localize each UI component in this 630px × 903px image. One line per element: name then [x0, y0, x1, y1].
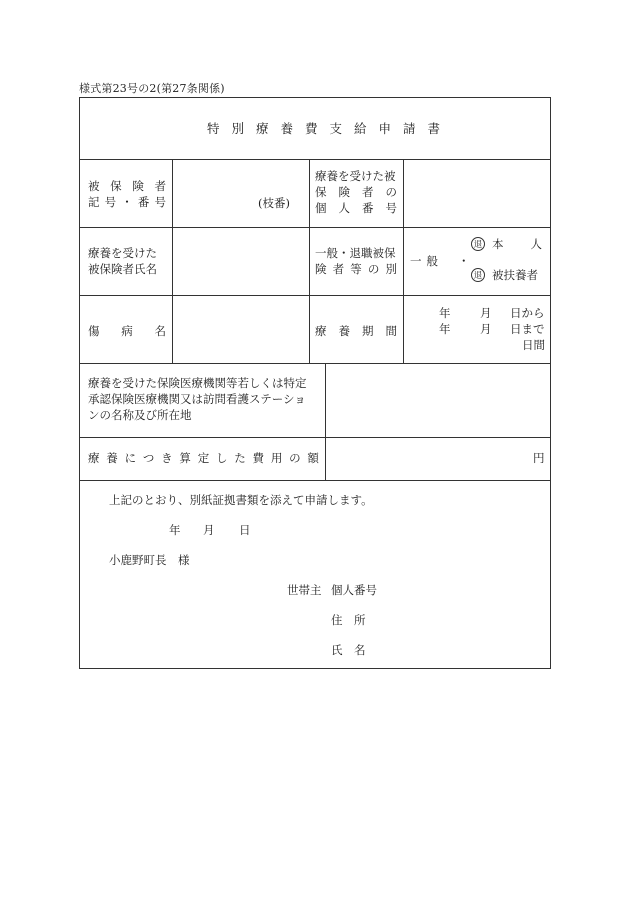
category-label-line1: 一般・退職被保	[315, 246, 396, 260]
amount-label: 療 養 に つ き 算 定 し た 費 用 の 額	[88, 451, 319, 465]
addressee: 小鹿野町長 様	[109, 553, 190, 567]
form-title: 特別療養費支給申請書	[207, 121, 453, 136]
period-days: 日間	[522, 338, 545, 352]
insured-number-label-line1: 被 保 険 者	[88, 179, 166, 193]
facility-label-line2: 承認保険医療機関又は訪問看護ステーショ	[88, 392, 306, 406]
yen-label: 円	[533, 451, 545, 465]
injury-name-label: 傷 病 名	[88, 324, 166, 338]
form-number-label: 様式第23号の2(第27条関係)	[79, 82, 225, 95]
personal-number-label: 個人番号	[331, 583, 377, 597]
row-divider	[80, 295, 550, 296]
date-month: 月	[203, 523, 215, 537]
period-to-month: 月	[480, 322, 492, 336]
retired-mark-icon: 退	[471, 268, 485, 282]
option-separator: ・	[458, 254, 470, 268]
general-option: 一 般	[410, 254, 438, 268]
row-divider	[80, 480, 550, 481]
period-to-day: 日まで	[510, 322, 545, 336]
application-form-table	[79, 97, 551, 669]
row-divider	[80, 227, 550, 228]
facility-label-line1: 療養を受けた保険医療機関等若しくは特定	[88, 376, 307, 390]
patient-name-label-line1: 療養を受けた	[88, 246, 157, 260]
self-option: 本 人	[492, 237, 542, 251]
date-year: 年	[169, 523, 181, 537]
row-divider	[80, 363, 550, 364]
insured-number-label-line2: 記 号 ・ 番 号	[88, 195, 166, 209]
row-divider	[80, 159, 550, 160]
recipient-number-label-line2: 保 険 者 の	[315, 185, 397, 199]
facility-label-line3: ンの名称及び所在地	[88, 408, 192, 422]
application-statement: 上記のとおり、別紙証拠書類を添えて申請します。	[109, 493, 373, 507]
column-divider	[325, 363, 326, 480]
address-label: 住 所	[331, 613, 366, 627]
recipient-number-label-line3: 個 人 番 号	[315, 201, 397, 215]
period-from-year: 年	[439, 306, 451, 320]
recipient-number-label-line1: 療養を受けた被	[315, 169, 396, 183]
dependent-option: 被扶養者	[492, 268, 538, 282]
treatment-period-label: 療 養 期 間	[315, 324, 397, 338]
period-to-year: 年	[439, 322, 451, 336]
period-from-day: 日から	[510, 306, 545, 320]
date-day: 日	[239, 523, 251, 537]
category-label-line2: 険 者 等 の 別	[315, 262, 397, 276]
retired-mark-icon: 退	[471, 237, 485, 251]
patient-name-label-line2: 被保険者氏名	[88, 262, 157, 276]
column-divider	[172, 159, 173, 363]
column-divider	[309, 159, 310, 363]
period-from-month: 月	[480, 306, 492, 320]
householder-label: 世帯主	[287, 583, 322, 597]
column-divider	[403, 159, 404, 363]
branch-number-label: (枝番)	[258, 196, 290, 210]
row-divider	[80, 437, 550, 438]
name-label: 氏 名	[331, 643, 366, 657]
